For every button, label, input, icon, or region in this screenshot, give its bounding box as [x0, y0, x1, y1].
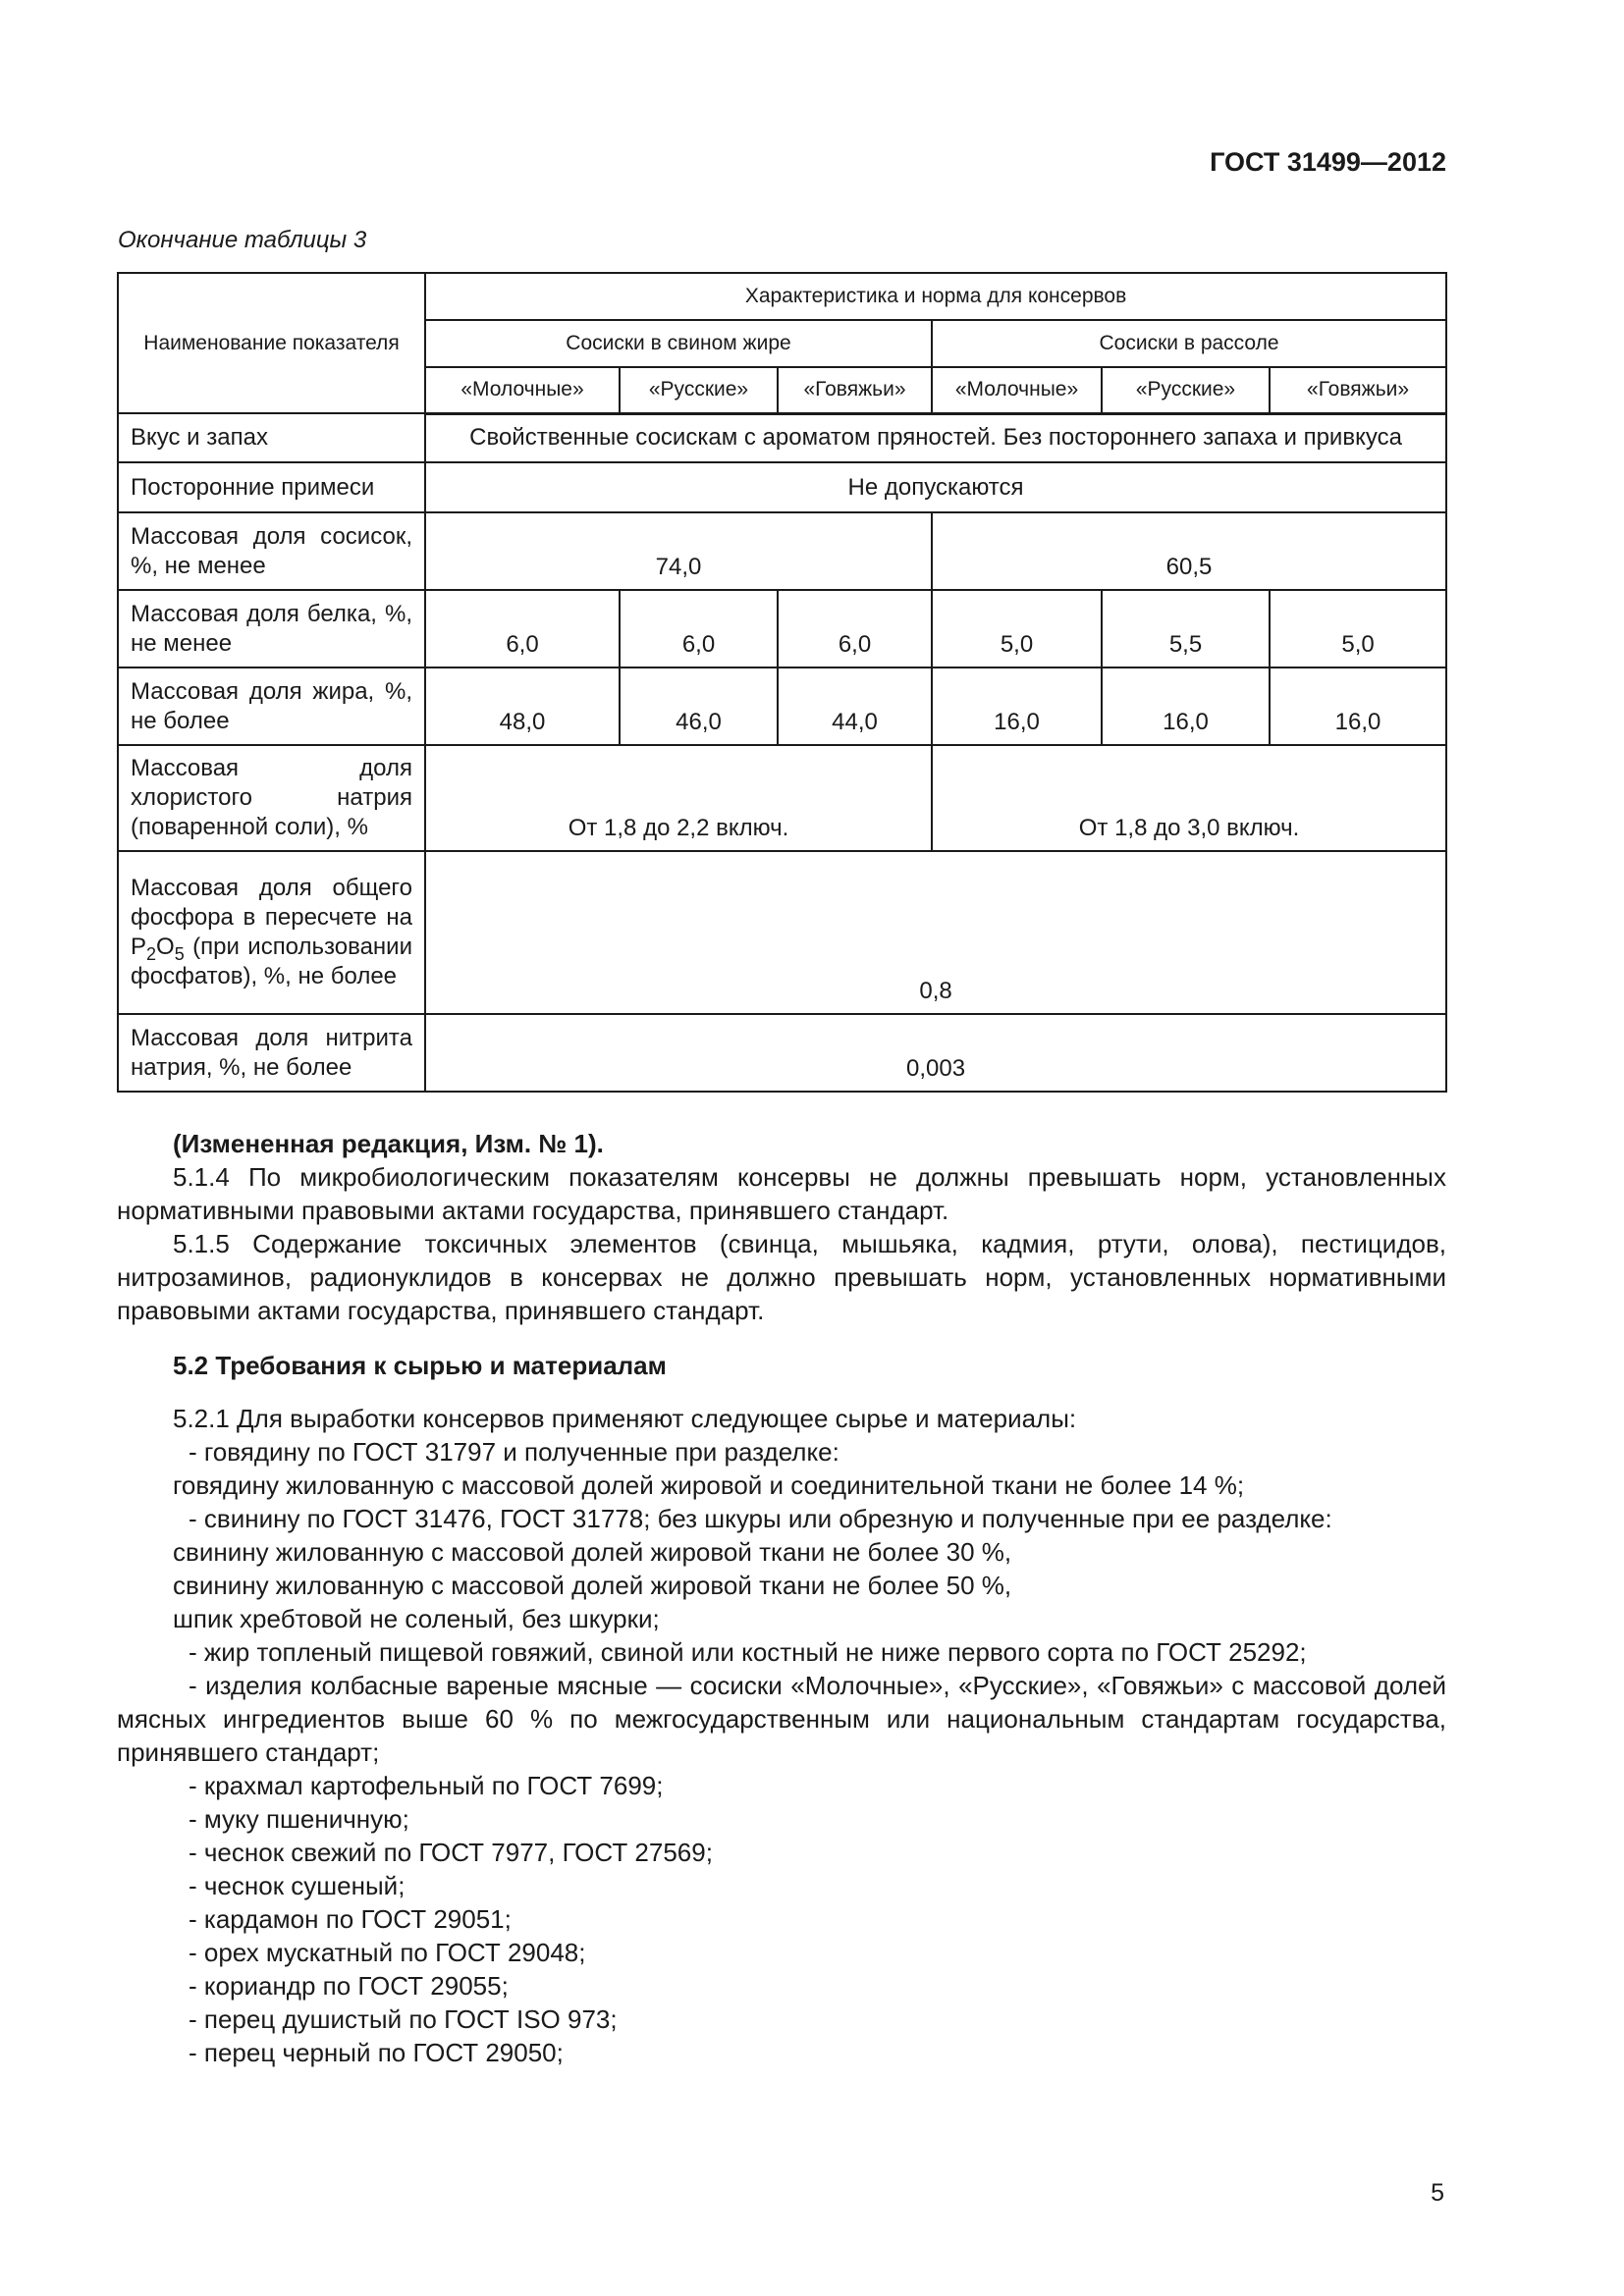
header-subgroup-lard: Сосиски в свином жире: [425, 320, 932, 367]
cell-value: От 1,8 до 3,0 включ.: [932, 745, 1446, 851]
list-item: говядину жилованную с массовой долей жировой и соединительной ткани не более 14 %;: [173, 1470, 1245, 1500]
spec-table: [117, 272, 1447, 1093]
table-caption: Окончание таблицы 3: [118, 227, 367, 253]
list-item: - кориандр по ГОСТ 29055;: [189, 1971, 509, 2001]
cell-value: 5,5: [1102, 590, 1270, 667]
cell-value: 46,0: [620, 667, 778, 745]
list-item: - говядину по ГОСТ 31797 и полученные при разделке:: [189, 1437, 839, 1467]
list-item: - перец душистый по ГОСТ ISO 973;: [189, 2004, 618, 2034]
table-row: [118, 745, 1446, 851]
cell-value: 48,0: [425, 667, 620, 745]
list-item: - чеснок сушеный;: [189, 1871, 406, 1900]
table-row: [118, 1014, 1446, 1092]
row-label: Массовая доля нитрита натрия, %, не более: [118, 1014, 425, 1092]
header-variety: «Молочные»: [425, 367, 620, 413]
list-item: - изделия колбасные вареные мясные — сосиски «Молочные», «Русские», «Говяжьи» с массовой долей мясных ингредиентов выше 60 % по межгосударственным или национальным стандартам государства, принявшего стандарт;: [117, 1671, 1446, 1767]
list-item: - крахмал картофельный по ГОСТ 7699;: [189, 1771, 664, 1800]
list-item: свинину жилованную с массовой долей жировой ткани не более 30 %,: [173, 1537, 1012, 1567]
cell-value: 6,0: [778, 590, 932, 667]
table-row: [118, 851, 1446, 1014]
table-row: [118, 462, 1446, 512]
header-characteristic: Характеристика и норма для консервов: [425, 273, 1446, 320]
list-item: шпик хребтовой не соленый, без шкурки;: [173, 1604, 660, 1633]
row-label: Массовая доля хлористого натрия (поваренной соли), %: [118, 745, 425, 851]
table-row: [118, 413, 1446, 462]
header-subgroup-brine: Сосиски в рассоле: [932, 320, 1446, 367]
list-item: - жир топленый пищевой говяжий, свиной или костный не ниже первого сорта по ГОСТ 25292;: [189, 1637, 1307, 1667]
row-label: Вкус и запах: [118, 413, 425, 462]
cell-value: 5,0: [932, 590, 1102, 667]
header-variety: «Русские»: [1102, 367, 1270, 413]
row-label: Посторонние примеси: [118, 462, 425, 512]
paragraph-5-2-1: 5.2.1 Для выработки консервов применяют следующее сырье и материалы:: [173, 1404, 1077, 1433]
page-number: 5: [1431, 2179, 1444, 2207]
cell-value: 0,003: [425, 1014, 1446, 1092]
cell-value: 60,5: [932, 512, 1446, 590]
list-item: - муку пшеничную;: [189, 1804, 409, 1834]
cell-value: 44,0: [778, 667, 932, 745]
row-label: Массовая доля жира, %, не более: [118, 667, 425, 745]
list-item: - чеснок свежий по ГОСТ 7977, ГОСТ 27569;: [189, 1838, 713, 1867]
body-text: [117, 1120, 1446, 2069]
table-row: [118, 667, 1446, 745]
list-item: - кардамон по ГОСТ 29051;: [189, 1904, 512, 1934]
amendment-note: (Измененная редакция, Изм. № 1).: [173, 1129, 604, 1158]
paragraph-5-1-5: 5.1.5 Содержание токсичных элементов (свинца, мышьяка, кадмия, ртути, олова), пестицидов, нитрозаминов, радионуклидов в консервах не должно превышать норм, установленных нормативными правовыми актами государства, принявшего стандарт.: [117, 1229, 1446, 1325]
document-header: ГОСТ 31499—2012: [1210, 147, 1446, 177]
cell-value: От 1,8 до 2,2 включ.: [425, 745, 932, 851]
cell-value: 5,0: [1270, 590, 1446, 667]
cell-value: 16,0: [1102, 667, 1270, 745]
header-variety: «Говяжьи»: [1270, 367, 1446, 413]
list-item: - свинину по ГОСТ 31476, ГОСТ 31778; без шкуры или обрезную и полученные при ее разделке:: [189, 1504, 1332, 1533]
cell-value: 6,0: [425, 590, 620, 667]
paragraph-5-1-4: 5.1.4 По микробиологическим показателям консервы не должны превышать норм, установленных нормативными правовыми актами государства, принявшего стандарт.: [117, 1162, 1446, 1225]
cell-value: 16,0: [932, 667, 1102, 745]
header-variety: «Молочные»: [932, 367, 1102, 413]
row-label: Массовая доля белка, %, не менее: [118, 590, 425, 667]
table-row: [118, 590, 1446, 667]
cell-value: 0,8: [425, 851, 1446, 1014]
cell-value: 16,0: [1270, 667, 1446, 745]
cell-value: Не допускаются: [425, 462, 1446, 512]
list-item: - орех мускатный по ГОСТ 29048;: [189, 1938, 586, 1967]
list-item: свинину жилованную с массовой долей жировой ткани не более 50 %,: [173, 1571, 1012, 1600]
row-label: Массовая доля сосисок, %, не менее: [118, 512, 425, 590]
cell-value: Свойственные сосискам с ароматом пряностей. Без постороннего запаха и привкуса: [425, 413, 1446, 462]
section-heading: 5.2 Требования к сырью и материалам: [173, 1351, 667, 1380]
cell-value: 74,0: [425, 512, 932, 590]
list-item: - перец черный по ГОСТ 29050;: [189, 2038, 564, 2067]
row-label: Массовая доля общего фосфора в пересчете на $P_2O_5$ (при использовании фосфатов), %, не более: [118, 851, 425, 1014]
header-variety: «Русские»: [620, 367, 778, 413]
header-indicator: Наименование показателя: [118, 273, 425, 413]
cell-value: 6,0: [620, 590, 778, 667]
table-row: [118, 512, 1446, 590]
header-variety: «Говяжьи»: [778, 367, 932, 413]
